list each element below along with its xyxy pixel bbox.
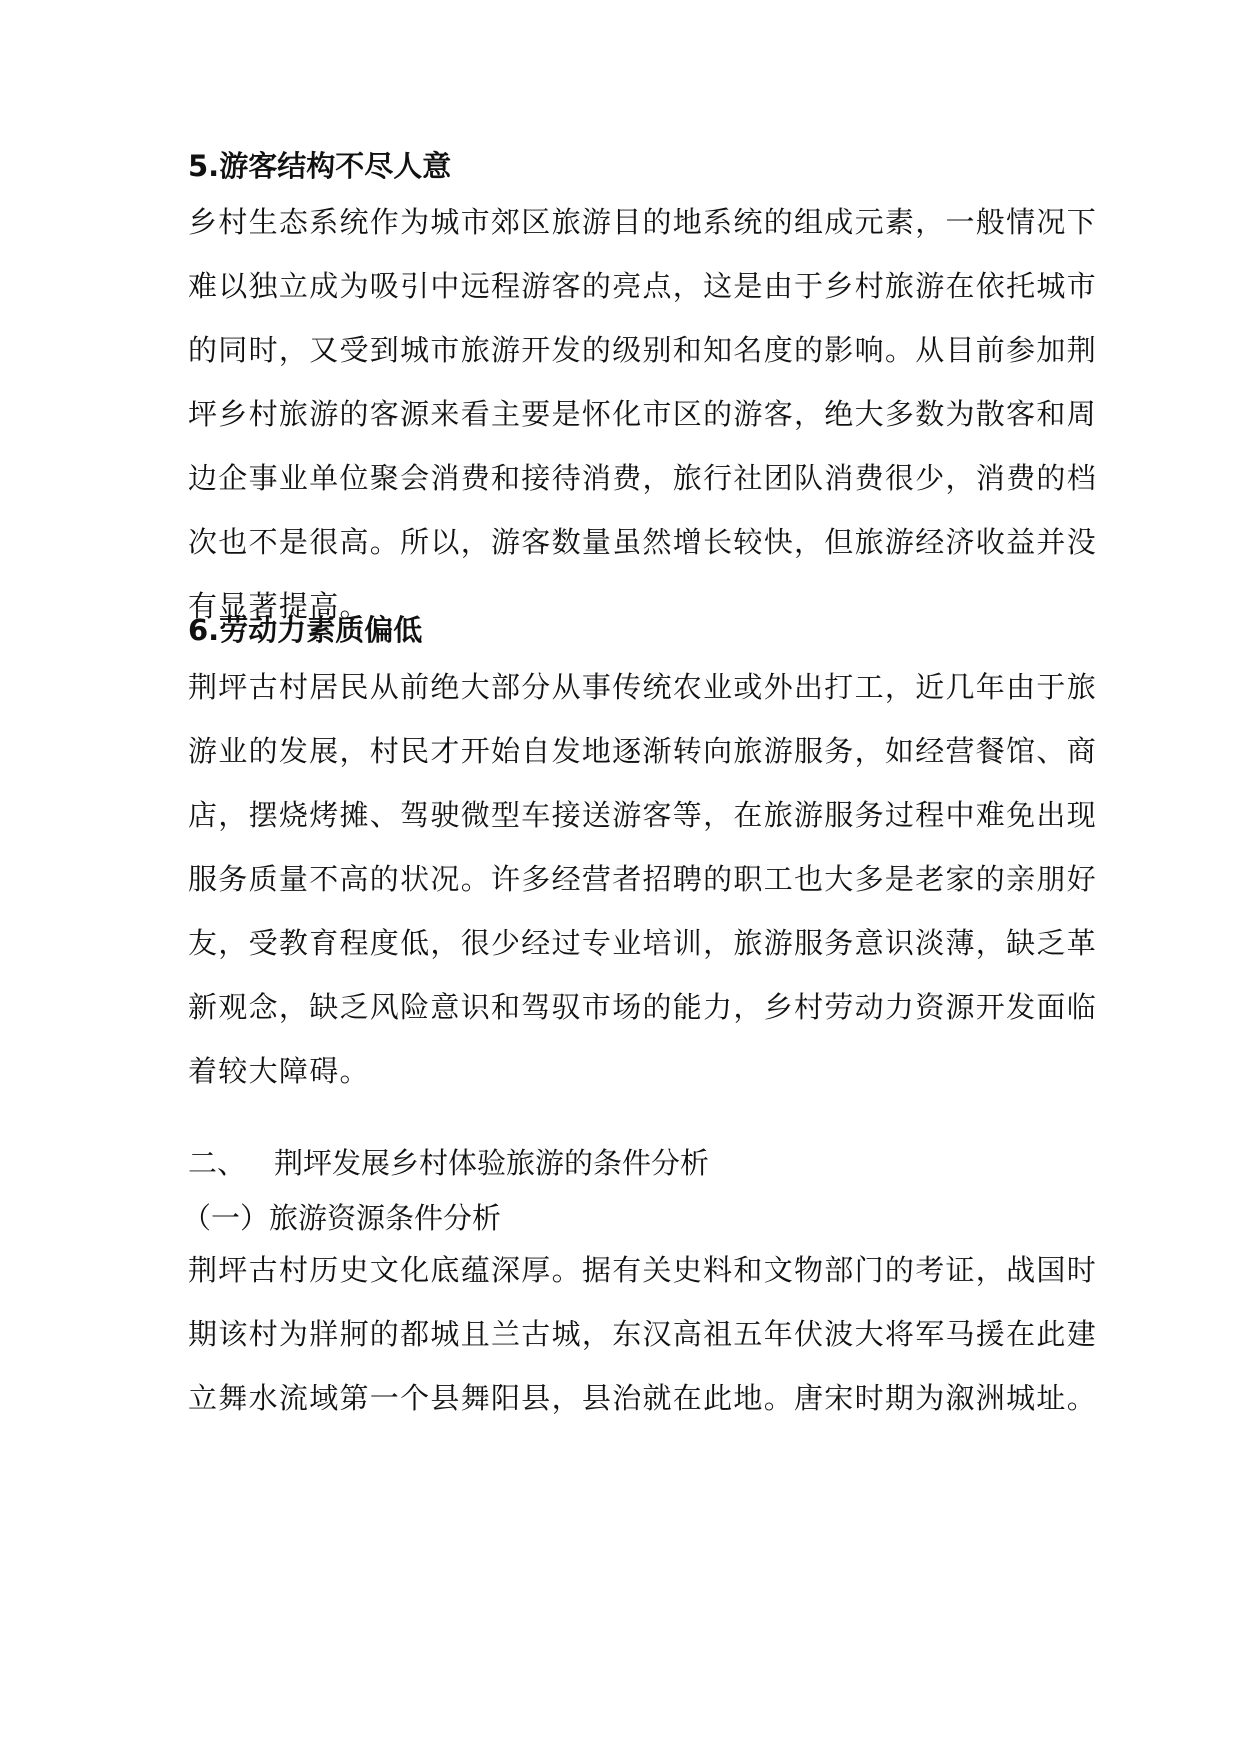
section-title <box>188 1143 709 1183</box>
text-line: 立舞水流域第一个县舞阳县，县治就在此地。唐宋时期为溆洲城址。 <box>188 1381 1098 1415</box>
text-line: 次也不是很高。所以，游客数量虽然增长较快，但旅游经济收益并没 <box>188 525 1098 559</box>
text-line: 新观念，缺乏风险意识和驾驭市场的能力，乡村劳动力资源开发面临 <box>188 990 1098 1024</box>
text-line: 期该村为牂牁的都城且兰古城，东汉高祖五年伏波大将军马援在此建 <box>188 1317 1098 1351</box>
section-title-text: 荆坪发展乡村体验旅游的条件分析 <box>274 1146 710 1180</box>
text-line: 坪乡村旅游的客源来看主要是怀化市区的游客，绝大多数为散客和周 <box>188 397 1098 431</box>
heading-tourist-structure: 5.游客结构不尽人意 <box>188 149 452 183</box>
heading-labor-quality: 6.劳动力素质偏低 <box>188 613 423 647</box>
paragraph-tourist-structure <box>188 190 1098 638</box>
text-line: 店，摆烧烤摊、驾驶微型车接送游客等，在旅游服务过程中难免出现 <box>188 798 1098 832</box>
text-line: 的同时，又受到城市旅游开发的级别和知名度的影响。从目前参加荆 <box>188 333 1098 367</box>
text-line: 荆坪古村历史文化底蕴深厚。据有关史料和文物部门的考证，战国时 <box>188 1253 1098 1287</box>
text-line: 服务质量不高的状况。许多经营者招聘的职工也大多是老家的亲朋好 <box>188 862 1098 896</box>
text-line: 游业的发展，村民才开始自发地逐渐转向旅游服务，如经营餐馆、商 <box>188 734 1098 768</box>
text-line: 难以独立成为吸引中远程游客的亮点，这是由于乡村旅游在依托城市 <box>188 269 1098 303</box>
paragraph-resources <box>188 1238 1098 1430</box>
text-line: 边企事业单位聚会消费和接待消费，旅行社团队消费很少，消费的档 <box>188 461 1098 495</box>
section-number: 二、 <box>188 1146 247 1180</box>
text-line: 荆坪古村居民从前绝大部分从事传统农业或外出打工，近几年由于旅 <box>188 670 1098 704</box>
subsection-title: （一）旅游资源条件分析 <box>182 1201 502 1235</box>
text-line: 着较大障碍。 <box>188 1054 370 1088</box>
paragraph-labor-quality <box>188 655 1098 1103</box>
text-line: 乡村生态系统作为城市郊区旅游目的地系统的组成元素，一般情况下 <box>188 205 1098 239</box>
text-line: 有显著提高。 <box>188 589 370 623</box>
text-line: 友，受教育程度低，很少经过专业培训，旅游服务意识淡薄，缺乏革 <box>188 926 1098 960</box>
